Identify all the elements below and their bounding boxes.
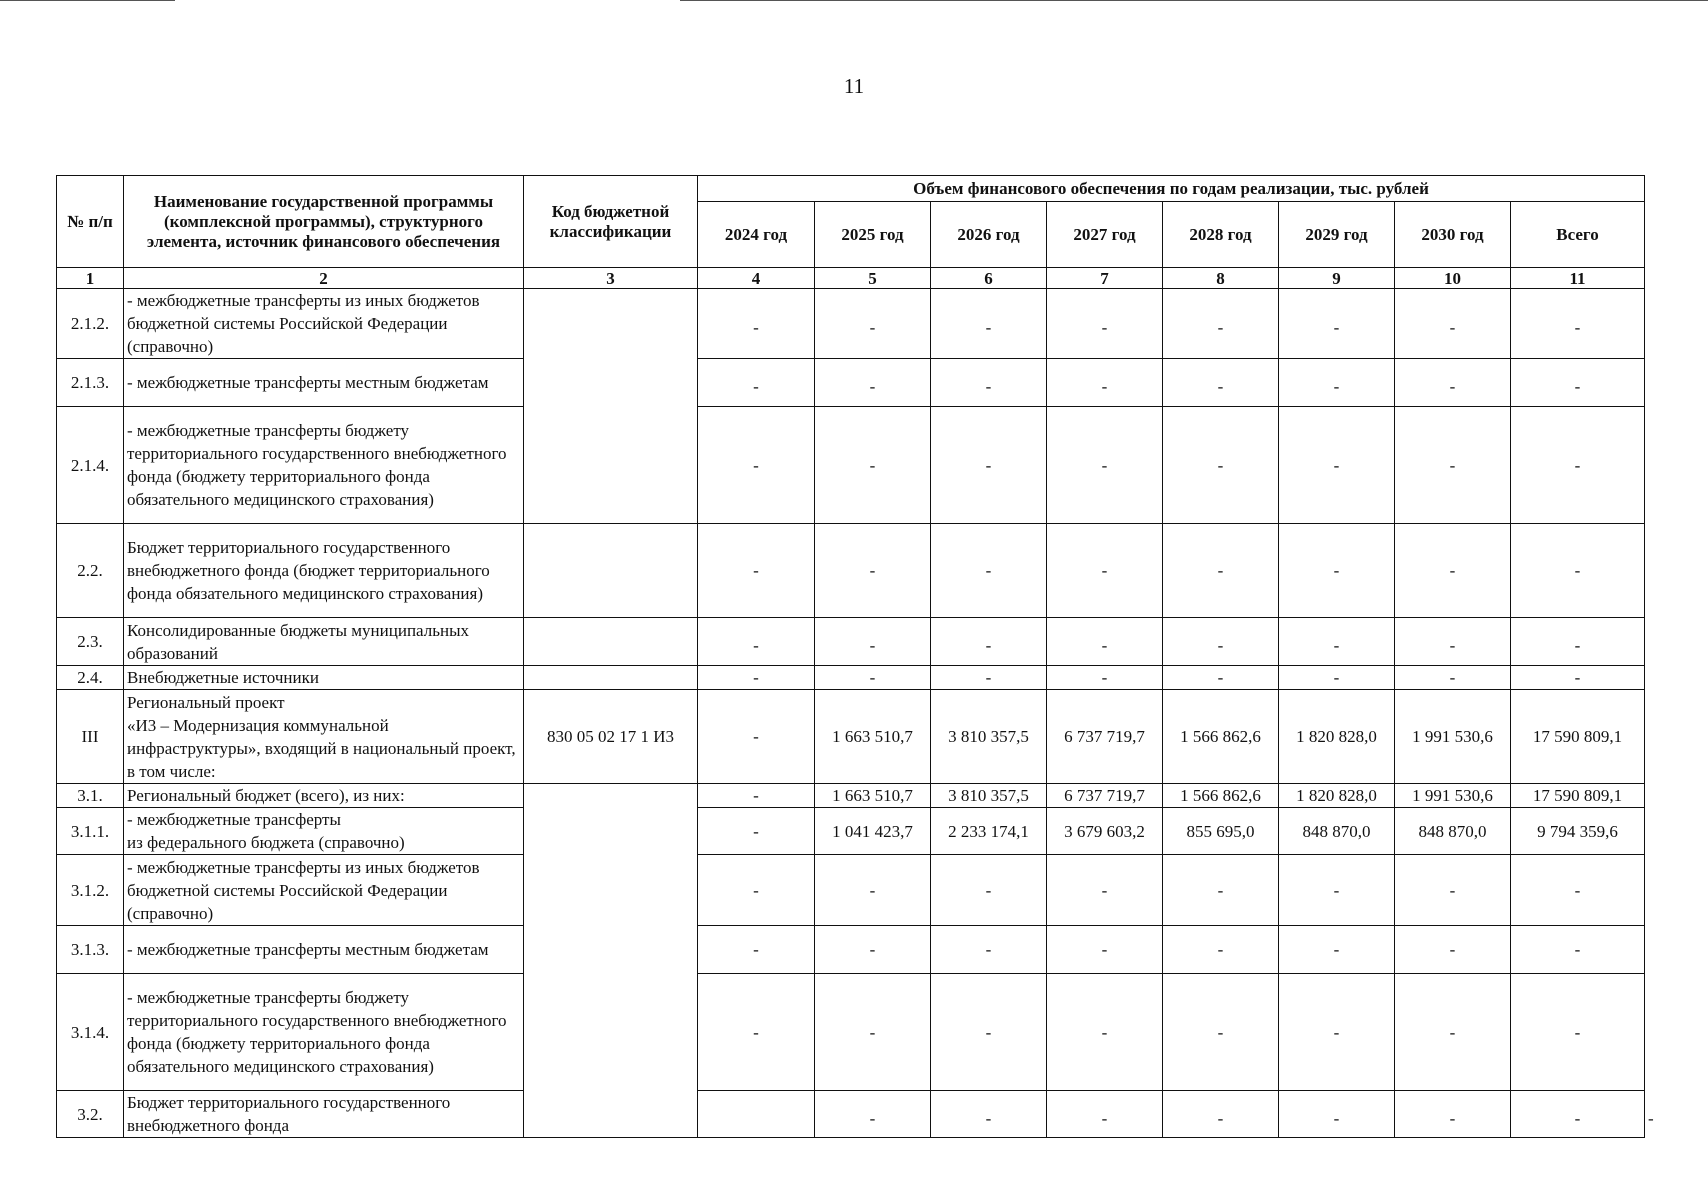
value-cell: - bbox=[1047, 855, 1163, 926]
header-year: 2027 год bbox=[1047, 202, 1163, 268]
value-cell: 17 590 809,1 bbox=[1511, 690, 1645, 784]
value-cell: - bbox=[1511, 524, 1645, 618]
value-cell: - bbox=[1395, 289, 1511, 359]
value-cell: 848 870,0 bbox=[1279, 808, 1395, 855]
row-num: 3.1.1. bbox=[57, 808, 124, 855]
value-cell: 848 870,0 bbox=[1395, 808, 1511, 855]
value-cell: - bbox=[1047, 359, 1163, 407]
value-cell: - bbox=[931, 974, 1047, 1091]
row-name: - межбюджетные трансферты из иных бюджетов бюджетной системы Российской Федерации (справочно) bbox=[124, 289, 524, 359]
value-cell: - bbox=[1047, 666, 1163, 690]
value-cell: - bbox=[1279, 974, 1395, 1091]
header-year: 2024 год bbox=[698, 202, 815, 268]
row-num: III bbox=[57, 690, 124, 784]
header-code: Код бюджетной классификации bbox=[524, 176, 698, 268]
value-cell: - bbox=[815, 666, 931, 690]
value-cell: 855 695,0 bbox=[1163, 808, 1279, 855]
column-number: 7 bbox=[1047, 268, 1163, 289]
value-cell: - bbox=[1163, 618, 1279, 666]
value-cell: - bbox=[1279, 926, 1395, 974]
row-name: Бюджет территориального государственного внебюджетного фонда bbox=[124, 1091, 524, 1138]
value-cell: 1 566 862,6 bbox=[1163, 784, 1279, 808]
value-cell: - bbox=[1511, 666, 1645, 690]
value-cell: - bbox=[931, 666, 1047, 690]
value-cell: - bbox=[698, 855, 815, 926]
value-cell: - bbox=[1047, 1091, 1163, 1138]
value-cell: 1 663 510,7 bbox=[815, 690, 931, 784]
value-cell: - bbox=[1511, 407, 1645, 524]
value-cell: - bbox=[931, 1091, 1047, 1138]
row-code bbox=[524, 524, 698, 618]
value-cell: 6 737 719,7 bbox=[1047, 690, 1163, 784]
value-cell: 1 820 828,0 bbox=[1279, 784, 1395, 808]
value-cell: 17 590 809,1 bbox=[1511, 784, 1645, 808]
row-name: Консолидированные бюджеты муниципальных образований bbox=[124, 618, 524, 666]
header-year: 2025 год bbox=[815, 202, 931, 268]
row-num: 3.1.2. bbox=[57, 855, 124, 926]
value-cell: - bbox=[931, 855, 1047, 926]
value-cell: - bbox=[698, 666, 815, 690]
budget-table bbox=[56, 175, 1654, 1138]
page-number: 11 bbox=[843, 74, 865, 98]
column-number: 2 bbox=[124, 268, 524, 289]
value-cell: - bbox=[1395, 407, 1511, 524]
table-row bbox=[57, 855, 1645, 926]
value-cell: 2 233 174,1 bbox=[931, 808, 1047, 855]
row-num: 3.1.4. bbox=[57, 974, 124, 1091]
value-cell: - bbox=[1163, 359, 1279, 407]
value-cell: - bbox=[815, 974, 931, 1091]
value-cell: - bbox=[1395, 926, 1511, 974]
value-cell: - bbox=[1163, 926, 1279, 974]
value-cell: - bbox=[1511, 1091, 1645, 1138]
row-num: 2.1.4. bbox=[57, 407, 124, 524]
value-cell: - bbox=[1163, 974, 1279, 1091]
row-name-line1: Региональный проект bbox=[127, 692, 285, 712]
header-name: Наименование государственной программы (комплексной программы), структурного элемента, источник финансового обеспечения bbox=[124, 176, 524, 268]
value-cell: - bbox=[815, 359, 931, 407]
value-cell: - bbox=[1279, 855, 1395, 926]
header-year: 2029 год bbox=[1279, 202, 1395, 268]
value-cell: - bbox=[1395, 855, 1511, 926]
value-cell: - bbox=[1395, 1091, 1511, 1138]
row-num: 2.2. bbox=[57, 524, 124, 618]
table-row bbox=[57, 690, 1645, 784]
value-cell: - bbox=[1279, 666, 1395, 690]
value-cell: 3 679 603,2 bbox=[1047, 808, 1163, 855]
header-volume: Объем финансового обеспечения по годам реализации, тыс. рублей bbox=[698, 176, 1645, 202]
table-row bbox=[57, 618, 1645, 666]
row-name: Региональный бюджет (всего), из них: bbox=[124, 784, 524, 808]
table-row bbox=[57, 289, 1645, 359]
value-cell: - bbox=[931, 359, 1047, 407]
value-cell: - bbox=[1511, 974, 1645, 1091]
column-number: 11 bbox=[1511, 268, 1645, 289]
value-cell: - bbox=[1395, 974, 1511, 1091]
value-cell: - bbox=[1395, 666, 1511, 690]
column-number: 8 bbox=[1163, 268, 1279, 289]
value-cell: - bbox=[1047, 524, 1163, 618]
value-cell: - bbox=[698, 784, 815, 808]
value-cell: - bbox=[1163, 524, 1279, 618]
column-number: 3 bbox=[524, 268, 698, 289]
row-num: 3.1. bbox=[57, 784, 124, 808]
row-name-rest: «И3 – Модернизация коммунальной инфраструктуры», входящий в национальный проект, в том числе: bbox=[127, 715, 516, 781]
value-cell: - bbox=[698, 690, 815, 784]
row-num: 2.3. bbox=[57, 618, 124, 666]
header-total: Всего bbox=[1511, 202, 1645, 268]
value-cell: - bbox=[1279, 1091, 1395, 1138]
value-cell: 1 820 828,0 bbox=[1279, 690, 1395, 784]
table-row bbox=[57, 784, 1645, 808]
row-code bbox=[524, 666, 698, 690]
value-cell: - bbox=[1163, 407, 1279, 524]
row-num: 2.4. bbox=[57, 666, 124, 690]
value-cell: - bbox=[1279, 524, 1395, 618]
row-name-line1: - межбюджетные трансферты bbox=[127, 810, 341, 829]
row-num: 3.2. bbox=[57, 1091, 124, 1138]
top-edge-line bbox=[680, 0, 1708, 1]
value-cell: - bbox=[815, 618, 931, 666]
value-cell: - bbox=[1047, 289, 1163, 359]
header-year: 2028 год bbox=[1163, 202, 1279, 268]
column-number: 10 bbox=[1395, 268, 1511, 289]
value-cell: - bbox=[1395, 618, 1511, 666]
value-cell: - bbox=[1511, 926, 1645, 974]
value-cell: - bbox=[815, 1091, 931, 1138]
value-cell: - bbox=[698, 926, 815, 974]
value-cell: 1 663 510,7 bbox=[815, 784, 931, 808]
header-year: 2030 год bbox=[1395, 202, 1511, 268]
column-number: 6 bbox=[931, 268, 1047, 289]
row-name: - межбюджетные трансферты местным бюджетам bbox=[124, 359, 524, 407]
value-cell: - bbox=[698, 289, 815, 359]
header-num: № п/п bbox=[57, 176, 124, 268]
table-row bbox=[57, 407, 1645, 524]
value-cell: - bbox=[931, 524, 1047, 618]
value-cell: 3 810 357,5 bbox=[931, 784, 1047, 808]
row-code: 830 05 02 17 1 И3 bbox=[524, 690, 698, 784]
value-cell: - bbox=[698, 974, 815, 1091]
value-cell: - bbox=[1511, 855, 1645, 926]
row-name: - межбюджетные трансферты бюджету территориального государственного внебюджетного фонда (бюджету территориального фонда обязательного медицинского страхования) bbox=[124, 974, 524, 1091]
column-number: 5 bbox=[815, 268, 931, 289]
value-cell: - bbox=[1163, 1091, 1279, 1138]
row-code bbox=[524, 784, 698, 1138]
value-cell: - bbox=[1279, 618, 1395, 666]
value-cell: - bbox=[815, 926, 931, 974]
row-name: Бюджет территориального государственного внебюджетного фонда (бюджет территориального фонда обязательного медицинского страхования) bbox=[124, 524, 524, 618]
row-name: Внебюджетные источники bbox=[124, 666, 524, 690]
column-number: 9 bbox=[1279, 268, 1395, 289]
row-name: - межбюджетные трансферты бюджету территориального государственного внебюджетного фонда (бюджету территориального фонда обязательного медицинского страхования) bbox=[124, 407, 524, 524]
value-cell: - bbox=[698, 359, 815, 407]
value-cell: - bbox=[931, 407, 1047, 524]
value-cell: - bbox=[815, 289, 931, 359]
value-cell: - bbox=[931, 926, 1047, 974]
value-cell: - bbox=[1047, 974, 1163, 1091]
value-cell: - bbox=[815, 407, 931, 524]
value-cell: - bbox=[815, 524, 931, 618]
row-name-rest: из федерального бюджета (справочно) bbox=[127, 833, 405, 852]
column-number: 1 bbox=[57, 268, 124, 289]
row-code bbox=[524, 618, 698, 666]
value-cell: - bbox=[698, 407, 815, 524]
value-cell: - bbox=[931, 618, 1047, 666]
value-cell: 1 566 862,6 bbox=[1163, 690, 1279, 784]
row-code bbox=[524, 289, 698, 524]
column-number: 4 bbox=[698, 268, 815, 289]
top-edge-line bbox=[0, 0, 175, 1]
row-num: 3.1.3. bbox=[57, 926, 124, 974]
value-cell: - bbox=[931, 289, 1047, 359]
value-cell: - bbox=[1047, 618, 1163, 666]
value-cell: - bbox=[1279, 407, 1395, 524]
value-cell: 1 991 530,6 bbox=[1395, 690, 1511, 784]
value-cell: - bbox=[1395, 359, 1511, 407]
value-cell: - bbox=[1511, 289, 1645, 359]
value-cell: - bbox=[1279, 289, 1395, 359]
value-cell: - bbox=[1163, 666, 1279, 690]
value-cell: 1 041 423,7 bbox=[815, 808, 931, 855]
value-cell: 1 991 530,6 bbox=[1395, 784, 1511, 808]
header-year: 2026 год bbox=[931, 202, 1047, 268]
value-cell: - bbox=[1511, 618, 1645, 666]
row-name: - межбюджетные трансферты из иных бюджетов бюджетной системы Российской Федерации (справочно) bbox=[124, 855, 524, 926]
value-cell: - bbox=[815, 855, 931, 926]
row-name bbox=[124, 690, 524, 784]
value-cell: - bbox=[698, 808, 815, 855]
value-cell: - bbox=[1047, 407, 1163, 524]
value-cell: - bbox=[1395, 524, 1511, 618]
row-name bbox=[124, 808, 524, 855]
row-num: 2.1.2. bbox=[57, 289, 124, 359]
value-cell: - bbox=[1163, 289, 1279, 359]
row-num: 2.1.3. bbox=[57, 359, 124, 407]
value-cell: - bbox=[698, 618, 815, 666]
value-cell: - bbox=[1163, 855, 1279, 926]
table-row bbox=[57, 808, 1645, 855]
row-name: - межбюджетные трансферты местным бюджетам bbox=[124, 926, 524, 974]
value-cell: 6 737 719,7 bbox=[1047, 784, 1163, 808]
value-cell: - bbox=[1047, 926, 1163, 974]
value-cell: 3 810 357,5 bbox=[931, 690, 1047, 784]
table-row bbox=[57, 974, 1645, 1091]
table-row bbox=[57, 666, 1645, 690]
table-row bbox=[57, 359, 1645, 407]
table-row: 3.2. Бюджет территориального государственного внебюджетного фонда - - - - - - - - bbox=[57, 1091, 1645, 1138]
value-cell: - bbox=[1279, 359, 1395, 407]
row-code bbox=[698, 1091, 815, 1138]
table-row bbox=[57, 926, 1645, 974]
value-cell: 9 794 359,6 bbox=[1511, 808, 1645, 855]
value-cell: - bbox=[698, 524, 815, 618]
value-cell: - bbox=[1511, 359, 1645, 407]
table-row bbox=[57, 524, 1645, 618]
